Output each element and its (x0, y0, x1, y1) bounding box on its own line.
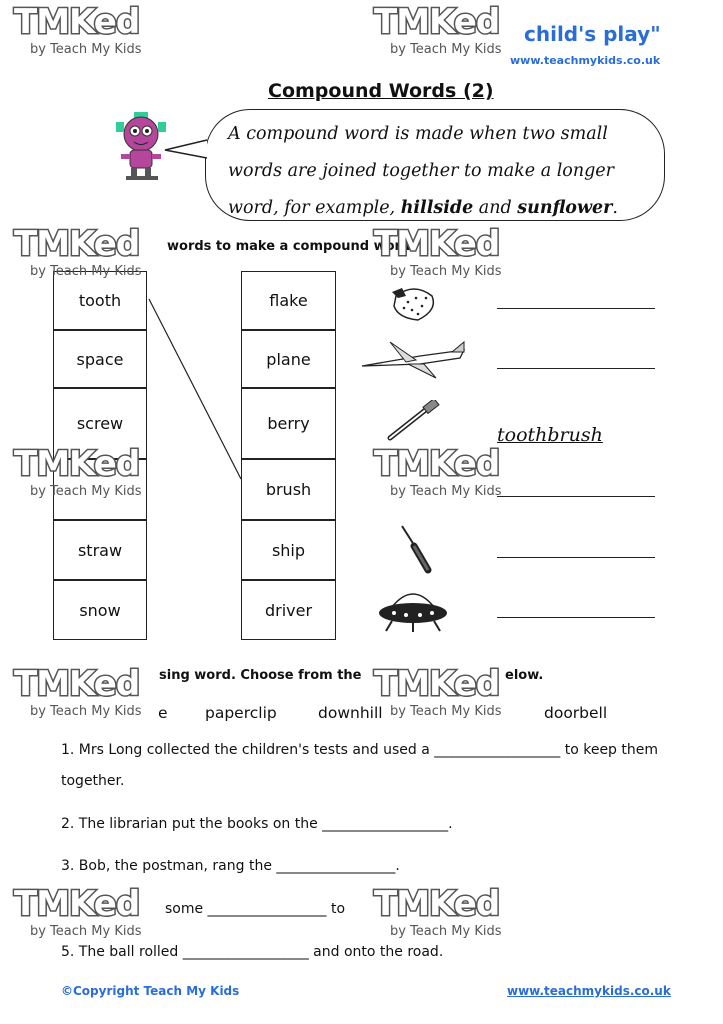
bubble-line-1: A compound word is made when two small (228, 124, 608, 144)
word-choice: doorbell (544, 704, 608, 722)
right-word-box: berry (241, 388, 336, 459)
word-choice: e (158, 704, 168, 722)
watermark: TMKed by Teach My Kids (374, 224, 502, 279)
header-slogan: child's play" (524, 22, 661, 46)
bubble-text (228, 116, 648, 227)
page-title: Compound Words (2) (268, 80, 494, 102)
question-1: 1. Mrs Long collected the children's tests and used a __________________ to keep them (61, 742, 659, 758)
word-choice: paperclip (205, 704, 277, 722)
matching-line (145, 295, 245, 485)
watermark: TMKed by Teach My Kids (14, 2, 142, 57)
spaceship-picture (376, 585, 450, 633)
left-word-box: screw (53, 388, 147, 459)
word-choice: downhill (318, 704, 383, 722)
bubble-line-3: word, for example, hillside and sunflower. (228, 198, 618, 218)
strawberry-picture (388, 284, 440, 324)
watermark: TMKed by Teach My Kids (14, 884, 142, 939)
section2-instruction: sing word. Choose from the (159, 668, 362, 683)
screwdriver-picture (396, 522, 434, 574)
watermark: TMKed by Teach My Kids (374, 444, 502, 499)
bubble-tail (163, 138, 209, 160)
right-word-box: ship (241, 520, 336, 580)
footer-copyright: ©Copyright Teach My Kids (61, 984, 240, 998)
answer-line[interactable] (497, 617, 655, 618)
watermark: TMKed by Teach My Kids (374, 884, 502, 939)
question-4-fragment: some _________________ to (165, 901, 346, 917)
toothbrush-picture (386, 400, 442, 442)
example-answer: toothbrush (497, 424, 603, 446)
left-word-box: tooth (53, 271, 147, 330)
answer-line[interactable] (497, 308, 655, 309)
left-word-box: straw (53, 520, 147, 580)
section2-instruction-end: elow. (505, 668, 544, 683)
right-word-box: plane (241, 330, 336, 388)
bubble-line-2: words are joined together to make a longer (228, 161, 615, 181)
example-sunflower: sunflower (517, 198, 613, 218)
question-3: 3. Bob, the postman, rang the _________________. (61, 858, 400, 874)
left-word-box: space (53, 330, 147, 388)
watermark: TMKed by Teach My Kids (374, 664, 502, 719)
answer-line[interactable] (497, 496, 655, 497)
right-word-box: brush (241, 459, 336, 520)
section1-instruction: words to make a compound word. (167, 239, 416, 254)
right-word-box: driver (241, 580, 336, 640)
header-url[interactable]: www.teachmykids.co.uk (510, 54, 661, 67)
watermark: TMKed by Teach My Kids (374, 2, 502, 57)
answer-line[interactable] (497, 557, 655, 558)
question-5: 5. The ball rolled __________________ and onto the road. (61, 944, 444, 960)
footer-url[interactable]: www.teachmykids.co.uk (507, 984, 671, 998)
watermark: TMKed by Teach My Kids (14, 444, 142, 499)
watermark: TMKed by Teach My Kids (14, 664, 142, 719)
question-2: 2. The librarian put the books on the __________________. (61, 816, 453, 832)
left-word-box: snow (53, 580, 147, 640)
question-1-cont: together. (61, 773, 125, 789)
example-hillside: hillside (400, 198, 474, 218)
left-word-box (53, 459, 147, 520)
answer-line[interactable] (497, 368, 655, 369)
right-word-box: flake (241, 271, 336, 330)
airplane-picture (360, 338, 468, 380)
watermark: TMKed by Teach My Kids (14, 224, 142, 279)
